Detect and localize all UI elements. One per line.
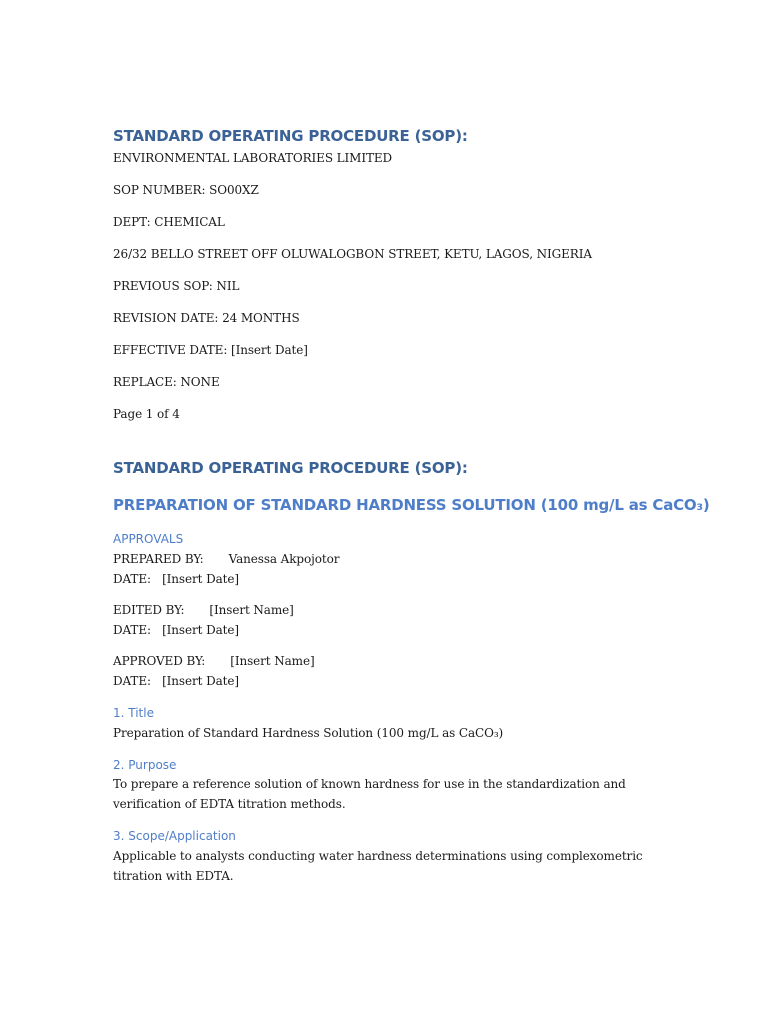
section-title-heading: 1. Title	[113, 706, 154, 720]
document-title: STANDARD OPERATING PROCEDURE (SOP):	[113, 127, 468, 145]
approved-by-name: [Insert Name]	[230, 654, 315, 668]
section-purpose-heading: 2. Purpose	[113, 758, 177, 772]
edited-by-row	[113, 600, 653, 620]
procedure-title: STANDARD OPERATING PROCEDURE (SOP):	[113, 459, 468, 477]
approvals-heading: APPROVALS	[113, 532, 184, 546]
effective-date: EFFECTIVE DATE: [Insert Date]	[113, 343, 308, 357]
section-title-body: Preparation of Standard Hardness Solution (100 mg/L as CaCO₃)	[113, 726, 504, 740]
prepared-by-label: PREPARED BY:	[113, 552, 204, 566]
company-name: ENVIRONMENTAL LABORATORIES LIMITED	[113, 151, 393, 165]
section-scope-body: Applicable to analysts conducting water hardness determinations using complexometric titration with EDTA.	[113, 849, 643, 883]
section-purpose-body: To prepare a reference solution of known hardness for use in the standardization and verification of EDTA titration methods.	[113, 777, 626, 811]
prepared-by-name: Vanessa Akpojotor	[228, 552, 340, 566]
address: 26/32 BELLO STREET OFF OLUWALOGBON STREET, KETU, LAGOS, NIGERIA	[113, 247, 592, 261]
prepared-by-row	[113, 549, 653, 569]
replace: REPLACE: NONE	[113, 375, 220, 389]
previous-sop: PREVIOUS SOP: NIL	[113, 279, 240, 293]
edited-by-label: EDITED BY:	[113, 603, 185, 617]
procedure-subtitle: PREPARATION OF STANDARD HARDNESS SOLUTION (100 mg/L as CaCO₃)	[113, 496, 710, 514]
revision-date: REVISION DATE: 24 MONTHS	[113, 311, 300, 325]
edited-date: DATE: [Insert Date]	[113, 623, 239, 637]
approved-by-label: APPROVED BY:	[113, 654, 206, 668]
prepared-date: DATE: [Insert Date]	[113, 572, 239, 586]
section-scope-heading: 3. Scope/Application	[113, 829, 236, 843]
page-info: Page 1 of 4	[113, 407, 180, 421]
approved-by-row	[113, 651, 653, 671]
sop-number: SOP NUMBER: SO00XZ	[113, 183, 259, 197]
edited-by-name: [Insert Name]	[209, 603, 294, 617]
department: DEPT: CHEMICAL	[113, 215, 225, 229]
approved-date: DATE: [Insert Date]	[113, 674, 239, 688]
